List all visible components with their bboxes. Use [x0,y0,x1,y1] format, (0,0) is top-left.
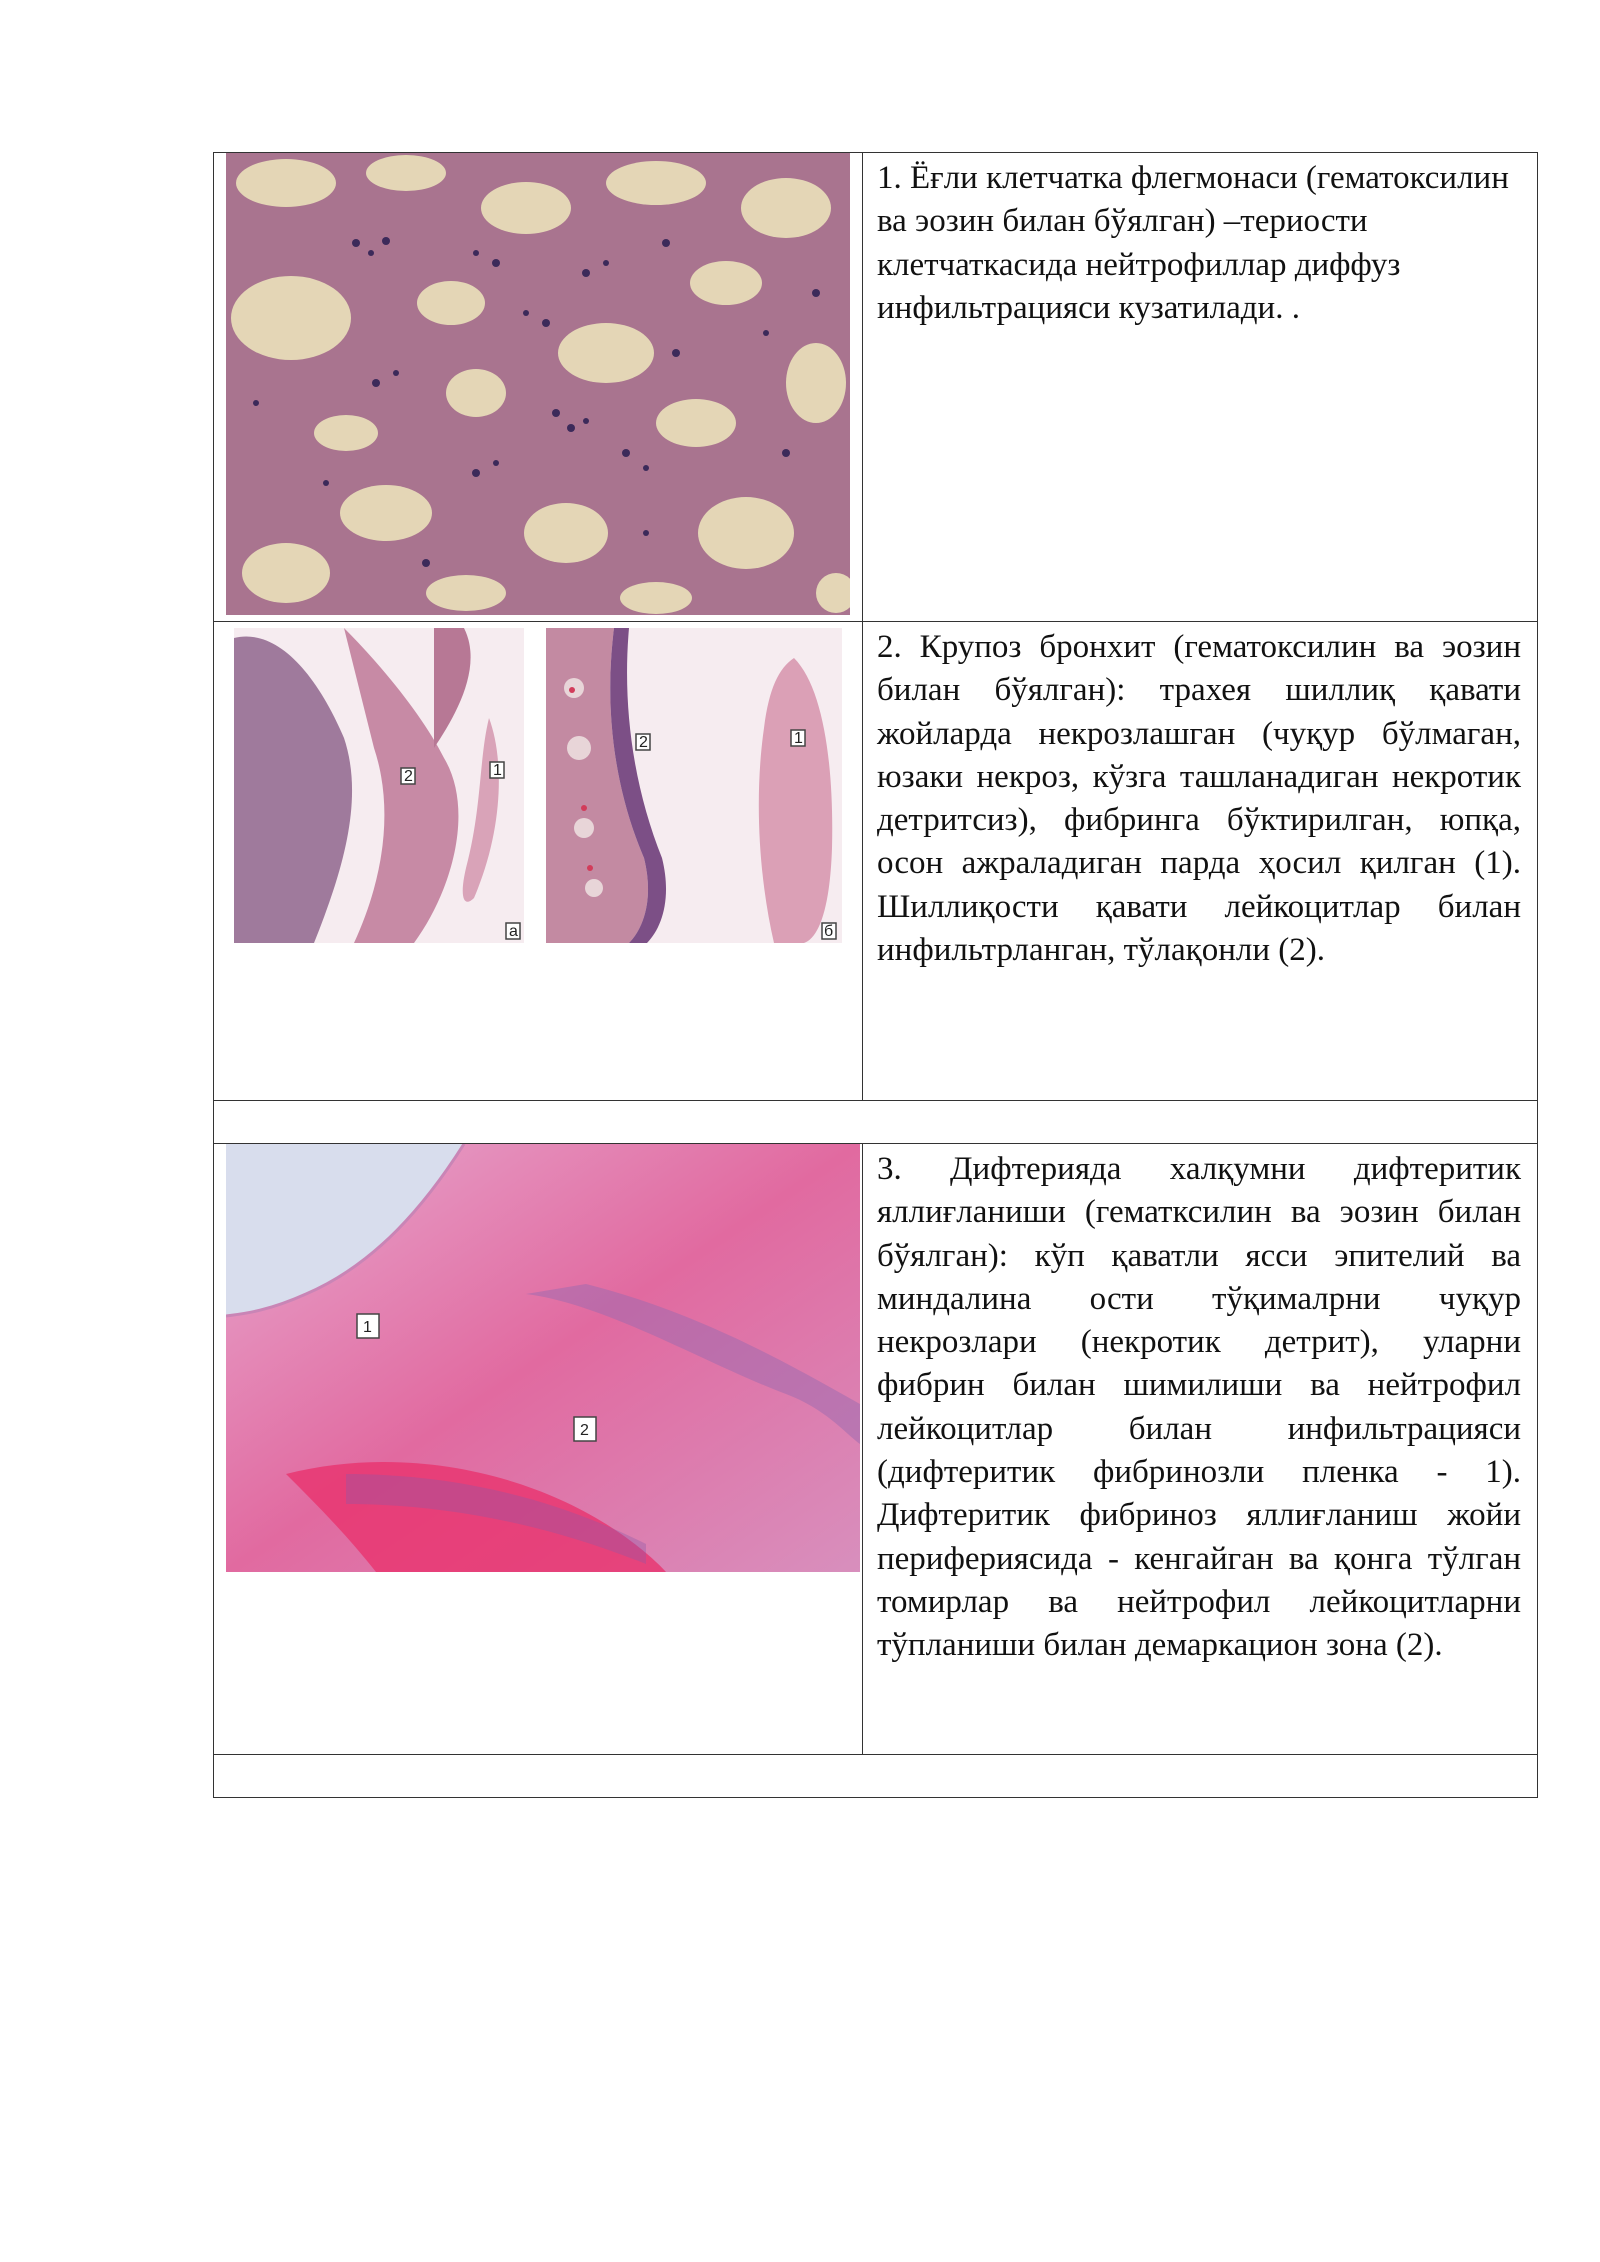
description-text: 2. Крупоз бронхит (гематоксилин ва эозин билан бўялган): трахея шиллиқ қавати жойларда некрозлашган (чуқур бўлмаган, юзаки некроз, кўзга ташланадиган некротик детритсиз), фибринга бўктирилган, юпқа, осон ажраладиган парда ҳосил қилган (1). Шиллиқости қавати лейкоцитлар билан инфильтрланган, тўлақонли (2). [877,629,1521,969]
image-cell [214,153,863,622]
image-label: 1 [493,762,502,779]
micrograph-adipose-phlegmon [226,153,850,615]
empty-cell [214,1755,1538,1798]
image-label: 2 [639,734,648,751]
table-row [214,622,1538,1101]
image-label: 2 [580,1422,589,1439]
table-row [214,1755,1538,1798]
table-row [214,1101,1538,1144]
document-table [213,152,1538,1798]
image-cell [214,622,863,1101]
micrograph-diphtheritic-inflammation [226,1144,860,1572]
table-row [214,153,1538,622]
description-text: 3. Дифтерияда халқумни дифтеритик яллиғланиши (гематксилин ва эозин билан бўялган): кўп қаватли ясси эпителий ва миндалина ости тўқималрни чуқур некрозлари (некротик детрит), уларни фибрин билан шимилиши ва нейтрофил лейкоцитлар билан инфильтрацияси (дифтеритик фибринозли пленка - 1). Дифтеритик фибриноз яллиғланиш жойи перифериясида - кенгайган ва қонга тўлган томирлар ва нейтрофил лейкоцитларни тўпланиши билан демаркацион зона (2). [877,1151,1521,1664]
description-cell [863,622,1538,1101]
table-row [214,1144,1538,1755]
image-label: 1 [363,1319,372,1336]
micrograph-croupous-bronchitis [234,628,868,968]
empty-cell [214,1101,1538,1144]
image-cell [214,1144,863,1755]
image-label: б [824,923,834,940]
description-text: 1. Ёғли клетчатка флегмонаси (гематоксилин ва эозин билан бўялган) –териости клетчаткасида нейтрофиллар диффуз инфильтрацияси кузатилади. . [877,160,1509,326]
description-cell [863,153,1538,622]
image-label: a [509,923,518,940]
description-cell [863,1144,1538,1755]
image-label: 1 [794,730,803,747]
image-label: 2 [404,768,413,785]
